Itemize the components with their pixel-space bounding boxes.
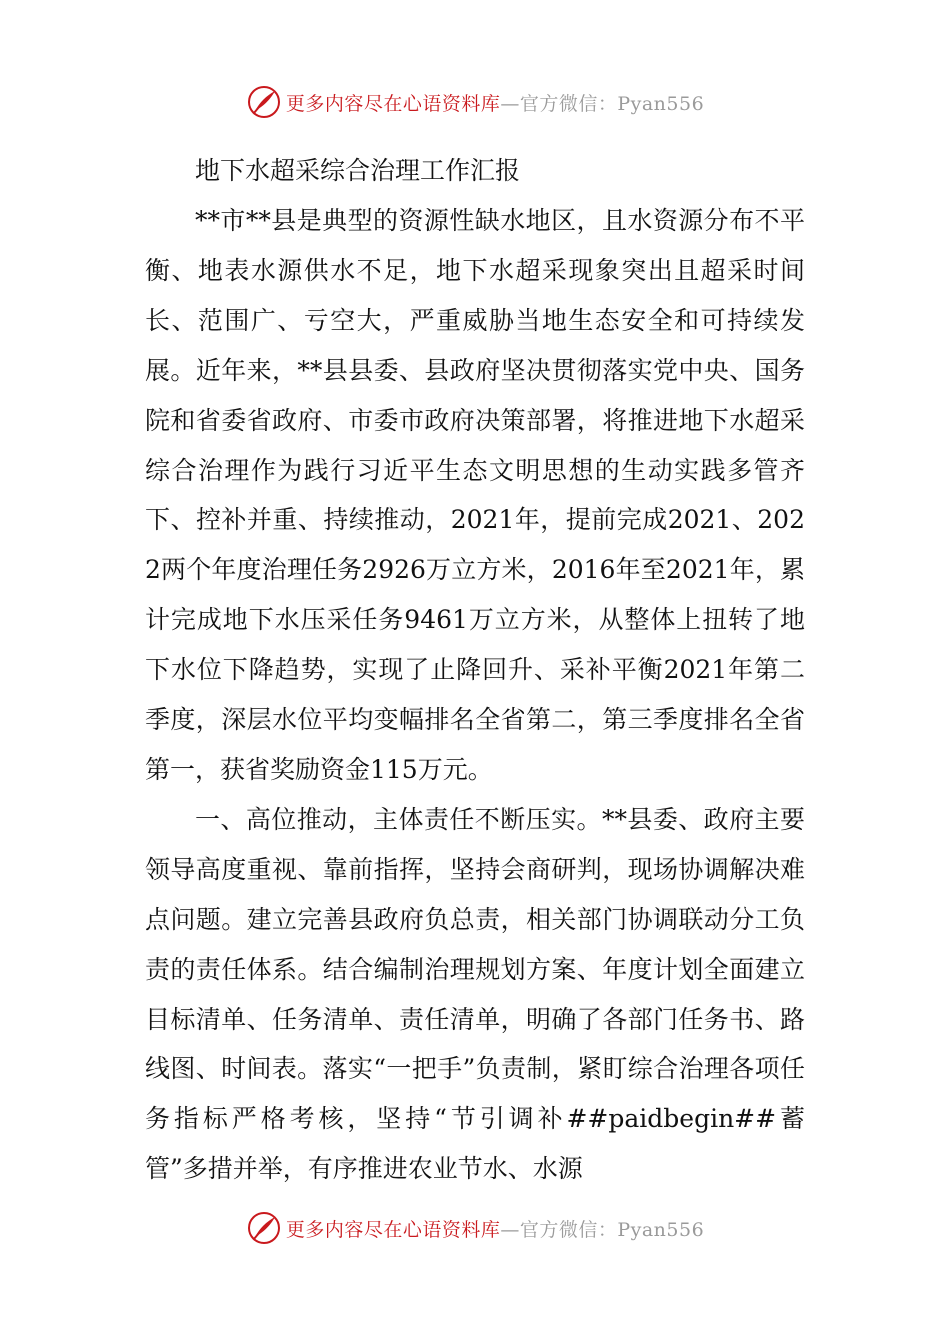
header-banner-text: 更多内容尽在心语资料库 [285, 92, 501, 115]
footer-banner-text: 更多内容尽在心语资料库 [285, 1218, 501, 1241]
paragraph-intro: **市**县是典型的资源性缺水地区，且水资源分布不平衡、地表水源供水不足，地下水超采现象突出且超采时间长、范围广、亏空大，严重威胁当地生态安全和可持续发展。近年来，**县县委、县政府坚决贯彻落实党中央、国务院和省委省政府、市委市政府决策部署，将推进地下水超采综合治理作为践行习近平生态文明思想的生动实践多管齐下、控补并重、持续推动，2021年，提前完成2021、2022两个年度治理任务2926万立方米，2016年至2021年，累计完成地下水压采任务9461万立方米，从整体上扭转了地下水位下降趋势，实现了止降回升、采补平衡2021年第二季度，深层水位平均变幅排名全省第二，第三季度排名全省第一，获省奖励资金115万元。 [145, 206, 805, 784]
paragraph-section-one: 一、高位推动，主体责任不断压实。**县委、政府主要领导高度重视、靠前指挥，坚持会商研判，现场协调解决难点问题。建立完善县政府负总责，相关部门协调联动分工负责的责任体系。结合编制治理规划方案、年度计划全面建立目标清单、任务清单、责任清单，明确了各部门任务书、路线图、时间表。落实“一把手”负责制，紧盯综合治理各项任务指标严格考核，坚持“节引调补##paidbegin##蓄管”多措并举，有序推进农业节水、水源 [145, 804, 805, 1184]
footer-watermark-banner [0, 1206, 950, 1250]
document-body [145, 146, 805, 1194]
header-watermark-banner [0, 80, 950, 124]
footer-banner-contact: —官方微信：Pyan556 [500, 1218, 705, 1241]
document-title: 地下水超采综合治理工作汇报 [195, 156, 521, 185]
quill-logo-icon [246, 84, 282, 120]
quill-logo-icon [246, 1210, 282, 1246]
header-banner-contact: —官方微信：Pyan556 [500, 92, 705, 115]
